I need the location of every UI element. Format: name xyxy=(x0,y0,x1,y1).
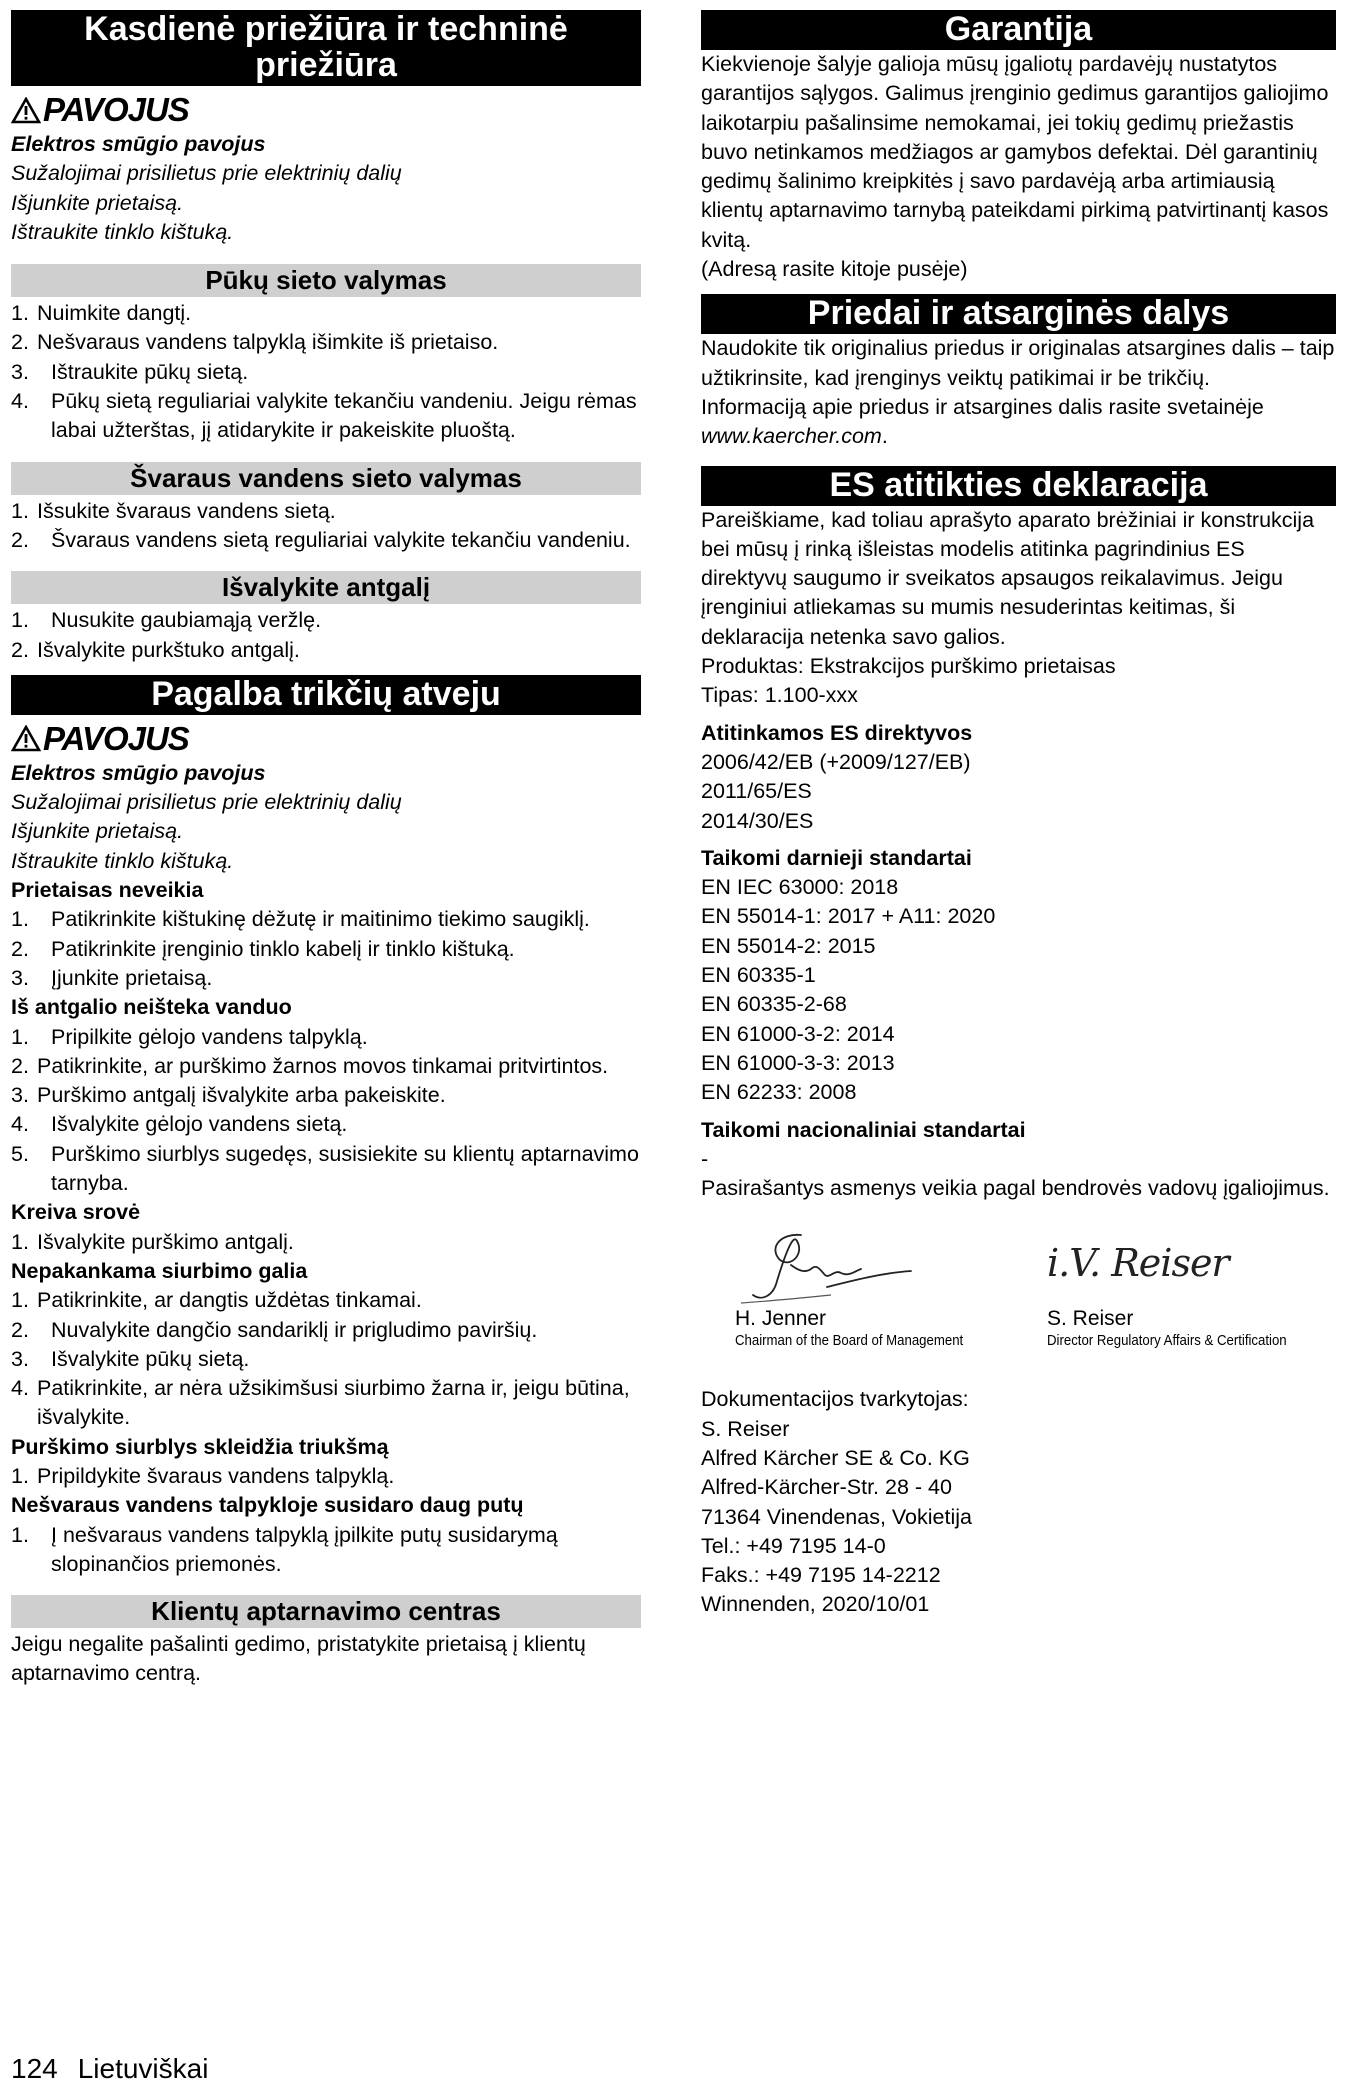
fault-heading: Nešvaraus vandens talpykloje susidaro daug putų xyxy=(11,1493,524,1518)
list-item: 3. Purškimo antgalį išvalykite arba pakeiskite. xyxy=(11,1083,446,1108)
list-item: 3. Išvalykite pūkų sietą. xyxy=(11,1346,250,1371)
section-title-troubleshooting: Pagalba trikčių atveju xyxy=(11,675,641,715)
accessories-text: Naudokite tik originalius priedus ir originalas atsargines dalis – taip užtikrinsite, kad įrenginys veiktų patikimai ir be trikčių. xyxy=(701,336,1335,390)
list-item: 1. Išsukite švaraus vandens sietą. xyxy=(11,498,336,523)
documentation-line: Dokumentacijos tvarkytojas: xyxy=(701,1387,969,1412)
directives-heading: Atitinkamos ES direktyvos xyxy=(701,720,973,745)
fault-heading: Purškimo siurblys skleidžia triukšmą xyxy=(11,1434,389,1459)
warning-line: Sužalojimai prisilietus prie elektrinių dalių xyxy=(11,790,402,815)
danger-warning xyxy=(11,90,641,130)
list-item: 1. Nusukite gaubiamąją veržlę. xyxy=(11,608,322,633)
footer-language: Lietuviškai xyxy=(77,2053,209,2084)
signer-role: Chairman of the Board of Management xyxy=(735,1332,964,1350)
standard-item: EN IEC 63000: 2018 xyxy=(701,875,899,900)
fault-heading: Kreiva srovė xyxy=(11,1200,141,1225)
documentation-line: S. Reiser xyxy=(701,1416,790,1441)
warning-line: Sužalojimai prisilietus prie elektrinių dalių xyxy=(11,161,402,186)
list-item: 1. Patikrinkite, ar dangtis uždėtas tinkamai. xyxy=(11,1288,422,1313)
standard-item: EN 55014-1: 2017 + A11: 2020 xyxy=(701,904,996,929)
signature-block-jenner xyxy=(731,1225,994,1351)
documentation-line: Alfred Kärcher SE & Co. KG xyxy=(701,1445,970,1470)
warning-line: Išjunkite prietaisą. xyxy=(11,819,184,844)
danger-label: PAVOJUS xyxy=(43,719,189,757)
documentation-line: Tel.: +49 7195 14-0 xyxy=(701,1533,886,1558)
declaration-product: Produktas: Ekstrakcijos purškimo prietaisas xyxy=(701,654,1116,679)
section-title-maintenance: Kasdienė priežiūra ir techninė priežiūra xyxy=(11,10,641,86)
signature-block-reiser xyxy=(1043,1225,1319,1351)
signatures xyxy=(701,1225,1336,1385)
list-item: 2. Išvalykite purkštuko antgalį. xyxy=(11,637,300,662)
page-number: 124 xyxy=(11,2053,58,2084)
accessories-info: Informaciją apie priedus ir atsargines dalis rasite svetainėje www.kaercher.com. xyxy=(701,394,1264,449)
list-item: 1. Į nešvaraus vandens talpyklą įpilkite putų susidarymą slopinančios priemonės. xyxy=(11,1522,558,1576)
left-column xyxy=(11,10,641,1689)
fault-heading: Nepakankama siurbimo galia xyxy=(11,1258,308,1283)
list-item: 4. Patikrinkite, ar nėra užsikimšusi siurbimo žarna ir, jeigu būtina, išvalykite. xyxy=(11,1376,630,1430)
list-item: 1. Pripildykite švaraus vandens talpyklą. xyxy=(11,1463,395,1488)
list-item: 4. Išvalykite gėlojo vandens sietą. xyxy=(11,1112,348,1137)
national-standards-heading: Taikomi nacionaliniai standartai xyxy=(701,1117,1026,1142)
warning-line: Išjunkite prietaisą. xyxy=(11,190,184,215)
signer-role: Director Regulatory Affairs & Certification xyxy=(1047,1332,1287,1350)
section-title-accessories: Priedai ir atsarginės dalys xyxy=(701,294,1336,334)
fault-heading: Iš antgalio neišteka vanduo xyxy=(11,995,292,1020)
warranty-text: Kiekvienoje šalyje galioja mūsų įgaliotų pardavėjų nustatytos garantijos sąlygos. Galimus įrenginio gedimus garantijos galiojimo laikotarpiu pašalinsime nemokamai, jei tokių gedimų priežastis buvo netinkamos medžiagos ar gamybos defektai. Dėl garantinių gedimų šalinimo kreipkitės į savo pardavėją arba artimiausią klientų aptarnavimo tarnybą pateikdami pirkimą patvirtinantį kasos kvitą. xyxy=(701,52,1329,252)
list-item: 2. Nuvalykite dangčio sandariklį ir prigludimo paviršių. xyxy=(11,1317,538,1342)
section-title-eu-declaration: ES atitikties deklaracija xyxy=(701,466,1336,506)
subsection-title-lint-filter: Pūkų sieto valymas xyxy=(11,264,641,297)
documentation-line: 71364 Vinendenas, Vokietija xyxy=(701,1504,972,1529)
website-link[interactable]: www.kaercher.com xyxy=(701,424,882,449)
subsection-title-service-center: Klientų aptarnavimo centras xyxy=(11,1595,641,1628)
service-text: Jeigu negalite pašalinti gedimo, pristatykite prietaisą į klientų aptarnavimo centrą. xyxy=(11,1632,586,1686)
warning-heading: Elektros smūgio pavojus xyxy=(11,760,266,785)
list-item: 1. Pripilkite gėlojo vandens talpyklą. xyxy=(11,1024,368,1049)
list-item: 2. Švaraus vandens sietą reguliariai valykite tekančiu vandeniu. xyxy=(11,527,631,552)
warranty-note: (Adresą rasite kitoje pusėje) xyxy=(701,257,968,282)
list-item: 1. Nuimkite dangtį. xyxy=(11,301,192,326)
list-item: 1. Išvalykite purškimo antgalį. xyxy=(11,1229,294,1254)
handwritten-signature-jenner xyxy=(731,1225,931,1317)
list-item: 2. Nešvaraus vandens talpyklą išimkite iš prietaiso. xyxy=(11,330,499,355)
list-item: 2. Patikrinkite įrenginio tinklo kabelį ir tinklo kištuką. xyxy=(11,936,515,961)
list-item: 5. Purškimo siurblys sugedęs, susisiekite su klientų aptarnavimo tarnyba. xyxy=(11,1141,639,1196)
warning-line: Ištraukite tinklo kištuką. xyxy=(11,848,234,873)
harmonised-standards-heading: Taikomi darnieji standartai xyxy=(701,845,972,870)
standard-item: EN 60335-1 xyxy=(701,963,816,988)
warning-heading: Elektros smūgio pavojus xyxy=(11,132,266,156)
directive-item: 2011/65/ES xyxy=(701,779,812,804)
documentation-line: Faks.: +49 7195 14-2212 xyxy=(701,1563,941,1588)
standard-item: EN 55014-2: 2015 xyxy=(701,933,876,958)
list-item: 3. Ištraukite pūkų sietą. xyxy=(11,359,249,384)
warning-line: Ištraukite tinklo kištuką. xyxy=(11,219,234,244)
directive-item: 2014/30/ES xyxy=(701,808,814,833)
handwritten-signature-reiser: i.V. Reiser xyxy=(1047,1241,1229,1286)
right-column xyxy=(701,10,1336,1620)
declaration-type: Tipas: 1.100-xxx xyxy=(701,683,858,708)
subsection-title-clean-nozzle: Išvalykite antgalį xyxy=(11,571,641,604)
standard-item: EN 62233: 2008 xyxy=(701,1080,857,1105)
directive-item: 2006/42/EB (+2009/127/EB) xyxy=(701,749,971,774)
section-title-warranty: Garantija xyxy=(701,10,1336,50)
documentation-line: Winnenden, 2020/10/01 xyxy=(701,1592,930,1617)
signer-name: H. Jenner xyxy=(735,1307,827,1331)
fault-heading: Prietaisas neveikia xyxy=(11,878,204,903)
documentation-line: Alfred-Kärcher-Str. 28 - 40 xyxy=(701,1475,952,1500)
page-footer xyxy=(11,2053,208,2085)
list-item: 3. Įjunkite prietaisą. xyxy=(11,965,213,990)
signatories-text: Pasirašantys asmenys veikia pagal bendrovės vadovų įgaliojimus. xyxy=(701,1176,1330,1201)
list-item: 4. Pūkų sietą reguliariai valykite tekančiu vandeniu. Jeigu rėmas labai užterštas, jį atidarykite ir pakeiskite pluoštą. xyxy=(11,389,637,443)
subsection-title-clean-water-filter: Švaraus vandens sieto valymas xyxy=(11,462,641,495)
danger-label: PAVOJUS xyxy=(43,91,189,128)
warning-triangle-icon xyxy=(11,725,41,752)
list-item: 1. Patikrinkite kištukinę dėžutę ir maitinimo tiekimo saugiklį. xyxy=(11,907,590,932)
standard-item: EN 61000-3-3: 2013 xyxy=(701,1050,895,1075)
danger-warning xyxy=(11,719,641,759)
standard-item: EN 60335-2-68 xyxy=(701,992,847,1017)
signer-name: S. Reiser xyxy=(1047,1307,1134,1331)
standard-item: EN 61000-3-2: 2014 xyxy=(701,1021,895,1046)
list-item: 2. Patikrinkite, ar purškimo žarnos movos tinkamai pritvirtintos. xyxy=(11,1053,609,1078)
declaration-text: Pareiškiame, kad toliau aprašyto aparato brėžiniai ir konstrukcija bei mūsų į rinką išleistas modelis atitinka pagrindinius ES direktyvų saugumo ir sveikatos apsaugos reikalavimus. Jeigu įrenginiui atliekamas su mumis nesuderintas keitimas, ši deklaracija netenka savo galios. xyxy=(701,507,1315,649)
warning-triangle-icon xyxy=(11,97,41,124)
national-standards-value: - xyxy=(701,1146,709,1171)
